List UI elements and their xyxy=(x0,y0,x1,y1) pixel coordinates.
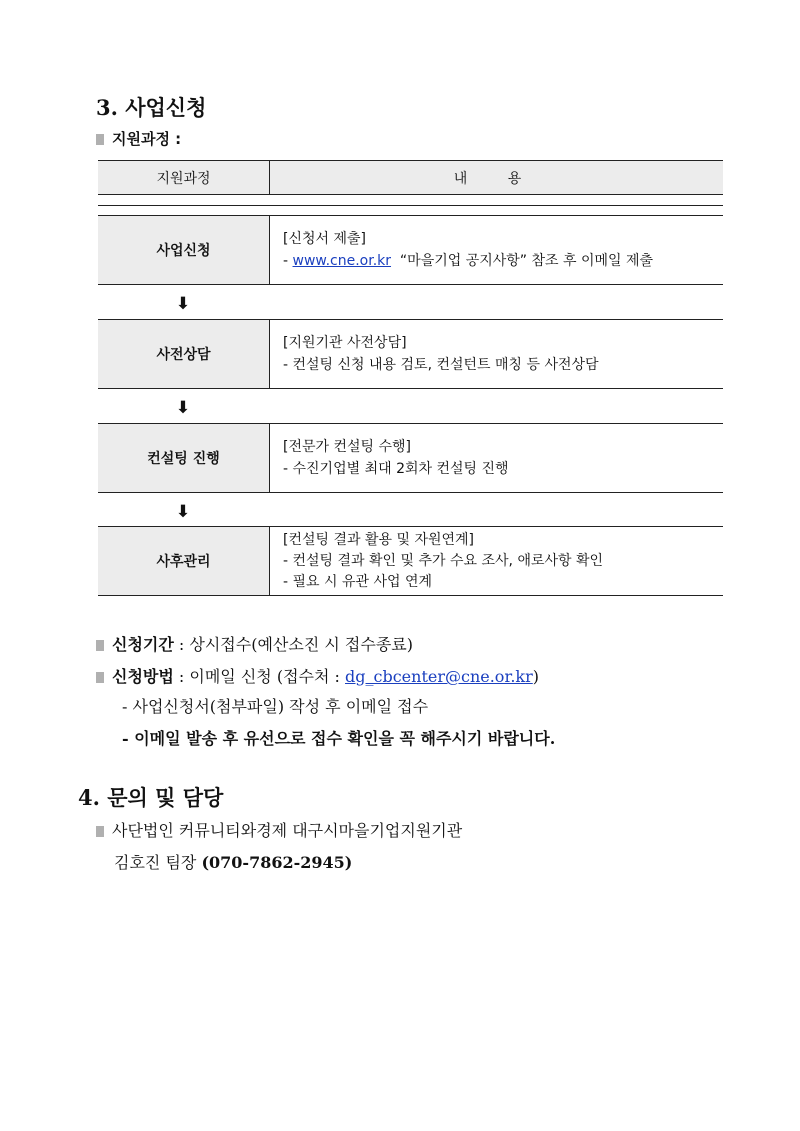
contact-phone: (070-7862-2945) xyxy=(201,853,353,872)
process-heading xyxy=(96,128,181,149)
email-link[interactable]: dg_cbcenter@cne.or.kr xyxy=(345,667,533,686)
website-link[interactable]: www.cne.or.kr xyxy=(292,253,392,269)
step-row-consult xyxy=(98,319,723,389)
step-row-apply xyxy=(98,215,723,285)
down-arrow-icon: ⬇ xyxy=(175,398,191,418)
period-text: : 상시접수(예산소진 시 접수종료) xyxy=(173,635,413,654)
step-label: 사후관리 xyxy=(98,527,270,595)
header-content: 내 용 xyxy=(453,170,540,187)
step-line: [컨설팅 결과 활용 및 자원연계] xyxy=(283,531,475,548)
step-content xyxy=(283,216,723,284)
header-process: 지원과정 xyxy=(98,161,270,194)
step-line: [지원기관 사전상담] xyxy=(283,335,407,351)
bullet-icon xyxy=(96,672,104,683)
step-line: - 컨설팅 결과 확인 및 추가 수요 조사, 애로사항 확인 xyxy=(283,552,604,569)
bullet-icon xyxy=(96,826,104,837)
contact-line xyxy=(114,850,352,873)
period-label: 신청기간 xyxy=(112,635,174,654)
step-row-followup xyxy=(98,526,723,596)
method-line xyxy=(96,664,539,687)
method-close: ) xyxy=(532,667,540,686)
table-divider xyxy=(98,205,723,206)
section-4-title: 4. 문의 및 담당 xyxy=(78,785,224,810)
bullet-icon xyxy=(96,640,104,651)
down-arrow-icon: ⬇ xyxy=(175,502,191,522)
step-label: 사업신청 xyxy=(98,216,270,284)
step-content xyxy=(283,424,723,492)
step-line: - 컨설팅 신청 내용 검토, 컨설턴트 매칭 등 사전상담 xyxy=(283,357,599,373)
step-label: 컨설팅 진행 xyxy=(98,424,270,492)
down-arrow-icon: ⬇ xyxy=(175,294,191,314)
org-name: 사단법인 커뮤니티와경제 대구시마을기업지원기관 xyxy=(112,821,463,840)
bullet-icon xyxy=(96,134,104,145)
step-line: [전문가 컨설팅 수행] xyxy=(283,439,412,455)
contact-person: 김호진 팀장 xyxy=(114,853,202,872)
table-header xyxy=(98,160,723,195)
section-3-title: 3. 사업신청 xyxy=(96,95,207,120)
step-line: [신청서 제출] xyxy=(283,231,366,247)
method-text: : 이메일 신청 (접수처 : xyxy=(173,667,346,686)
process-label: 지원과정 : xyxy=(112,130,182,148)
step-line-suffix: “마을기업 공지사항” 참조 후 이메일 제출 xyxy=(391,253,654,269)
step-content xyxy=(283,320,723,388)
step-line-prefix: - xyxy=(283,253,293,269)
org-line xyxy=(96,818,462,841)
step-label: 사전상담 xyxy=(98,320,270,388)
method-sub-2: - 이메일 발송 후 유선으로 접수 확인을 꼭 해주시기 바랍니다. xyxy=(122,729,556,748)
step-line-link xyxy=(283,250,723,272)
method-sub-1: - 사업신청서(첨부파일) 작성 후 이메일 접수 xyxy=(122,697,429,716)
step-line: - 수진기업별 최대 2회차 컨설팅 진행 xyxy=(283,461,509,477)
method-label: 신청방법 xyxy=(112,667,174,686)
step-row-progress xyxy=(98,423,723,493)
period-line xyxy=(96,632,413,655)
step-line: - 필요 시 유관 사업 연계 xyxy=(283,573,433,590)
step-content xyxy=(283,527,723,595)
